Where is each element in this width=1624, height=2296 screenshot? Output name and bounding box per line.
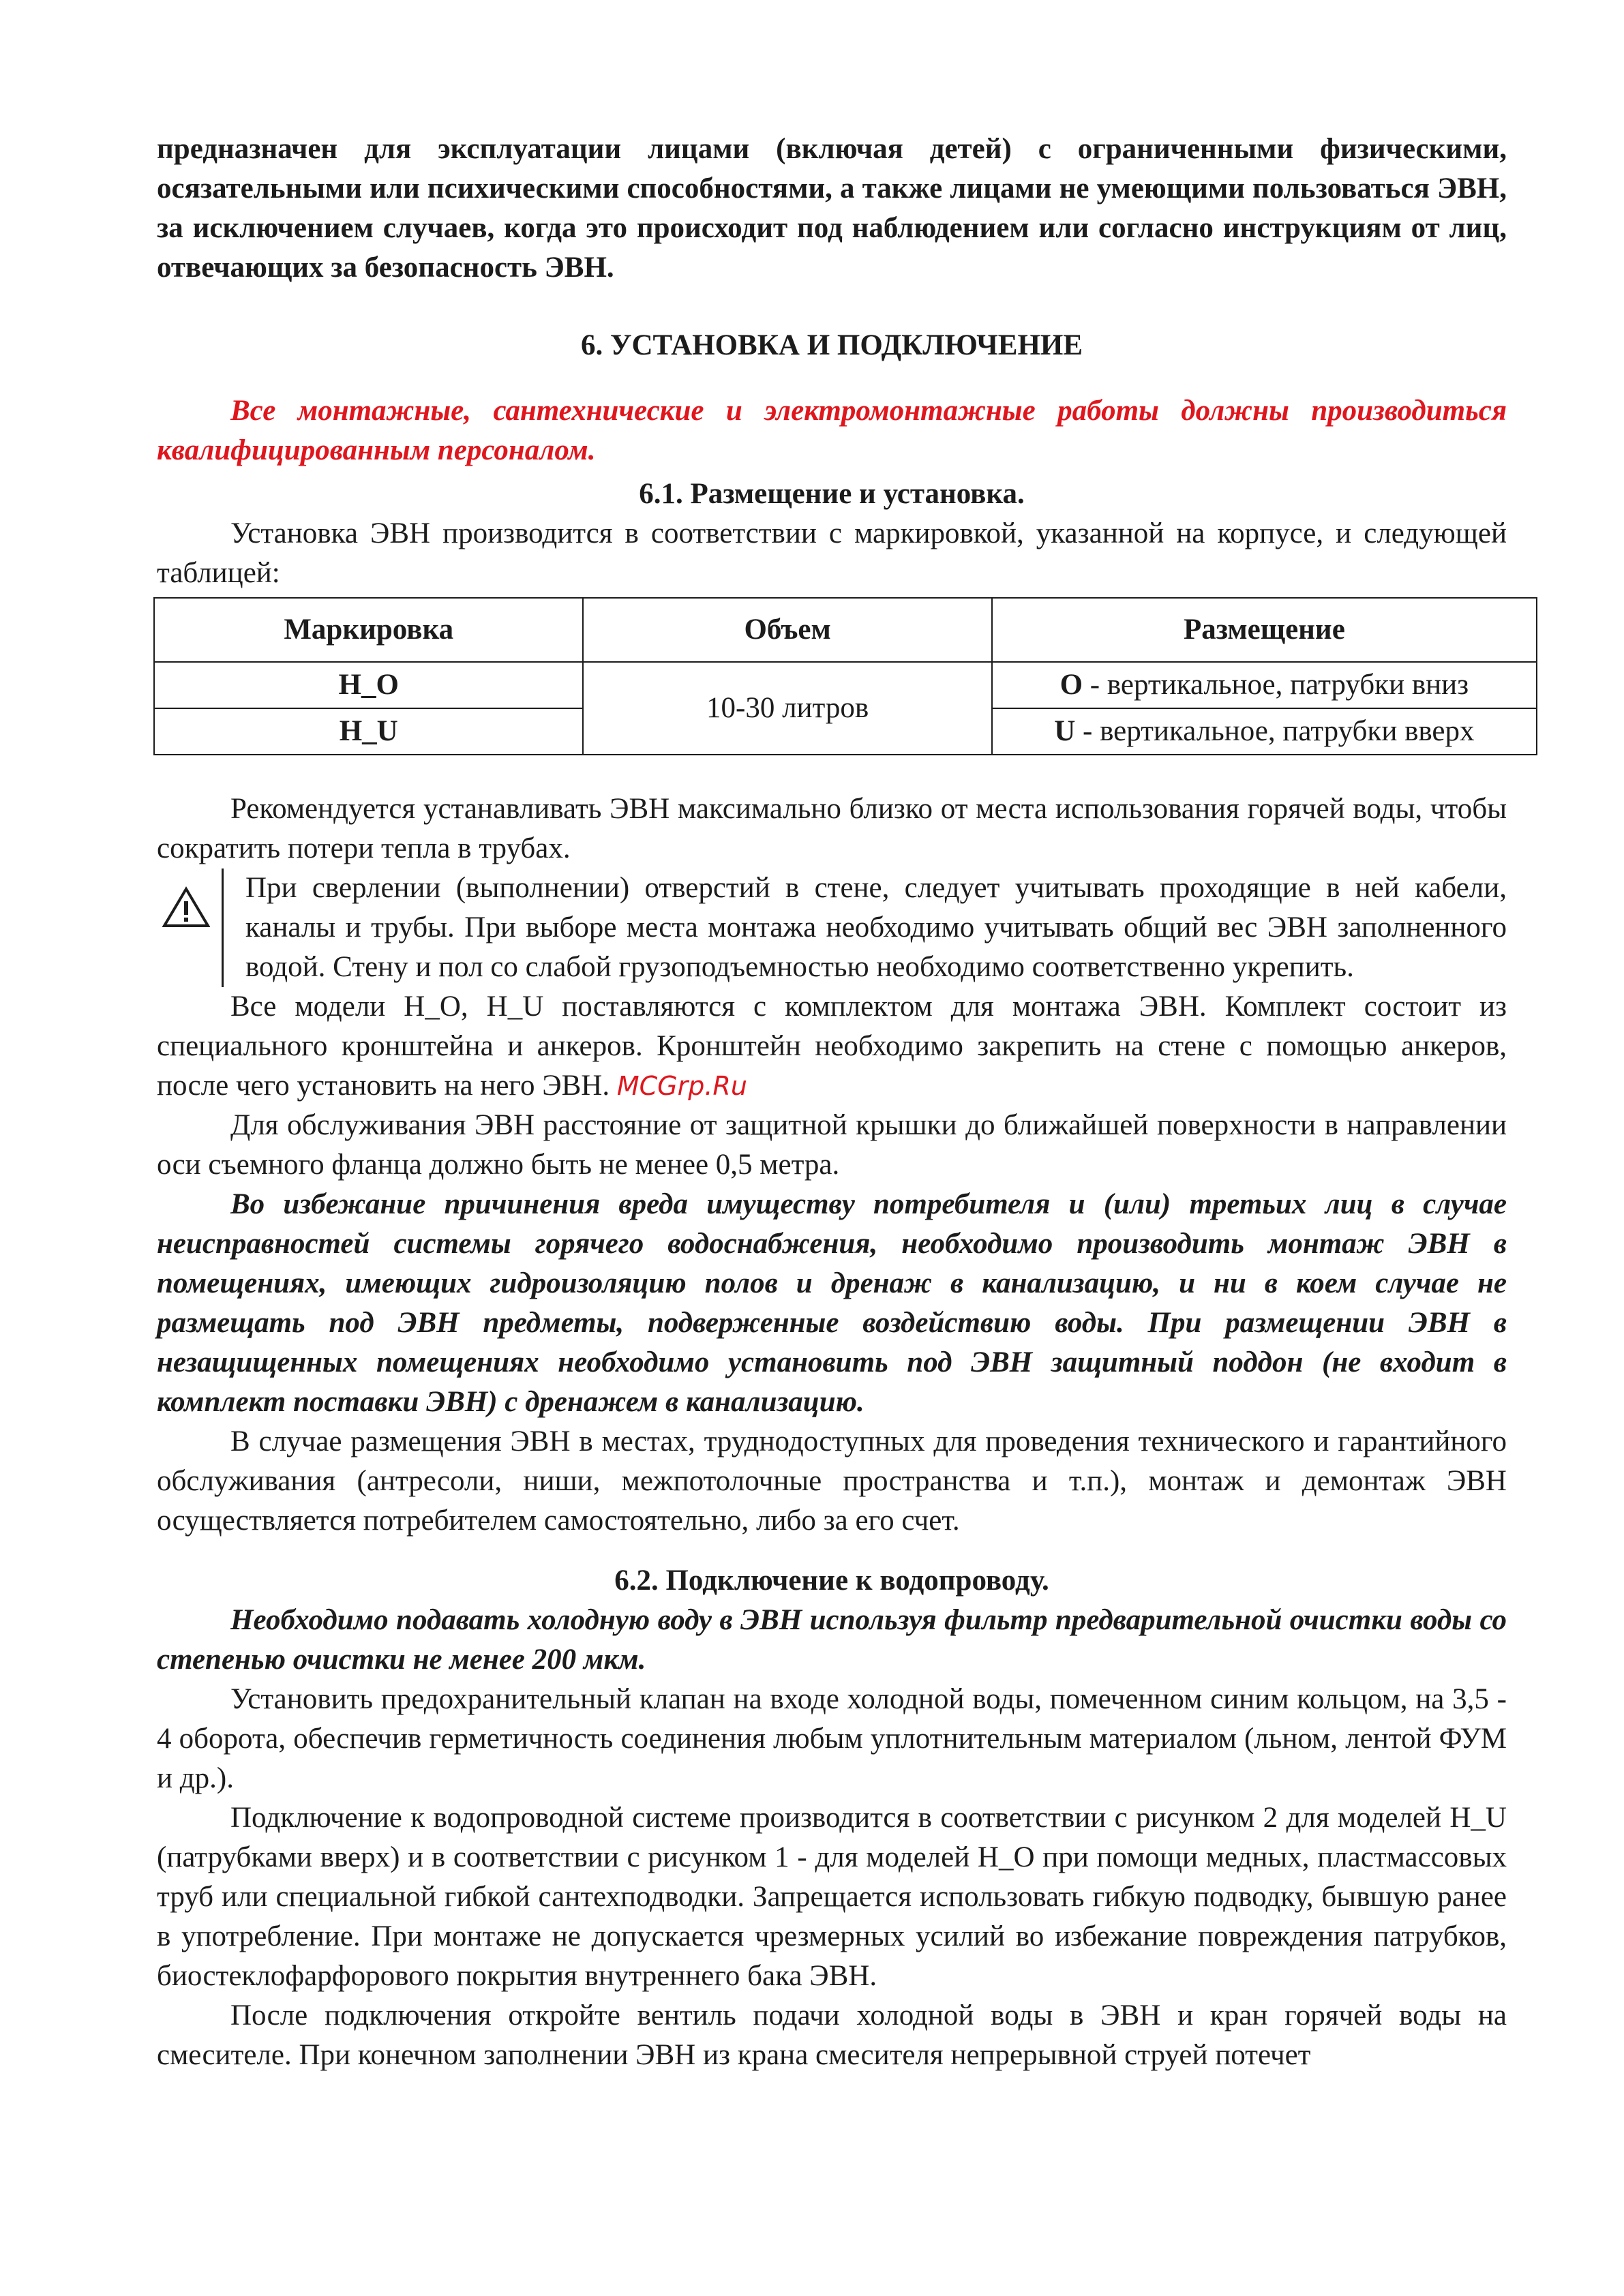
table-cell-placement: [992, 662, 1537, 708]
valve-paragraph: Установить предохранительный клапан на входе холодной воды, помеченном синим кольцом, на 3,5 - 4 оборота, обеспечив герметичность соединения любым уплотнительным материалом (льном, лентой ФУМ и др.).: [157, 1683, 1507, 1794]
service-paragraph: Для обслуживания ЭВН расстояние от защитной крышки до ближайшей поверхности в направлении оси съемного фланца должно быть не менее 0,5 метра.: [157, 1109, 1507, 1181]
placement-text: - вертикальное, патрубки вверх: [1075, 715, 1475, 747]
table-header: Маркировка: [154, 598, 583, 662]
table-cell-volume: 10-30 литров: [583, 662, 991, 755]
marking-table: [153, 597, 1537, 755]
warning-triangle-icon: [162, 886, 210, 928]
placement-key: О: [1059, 669, 1083, 701]
hard-access-paragraph: В случае размещения ЭВН в местах, труднодоступных для проведения технического и гарантийного обслуживания (антресоли, ниши, межпотолочные пространства и т.п.), монтаж и демонтаж ЭВН осуществляется потребителем самостоятельно, либо за его счет.: [157, 1425, 1507, 1537]
table-cell-marking: Н_О: [154, 662, 583, 708]
warning-paragraph: При сверлении (выполнении) отверстий в стене, следует учитывать проходящие в ней кабели, каналы и трубы. При выборе места монтажа необходимо учитывать общий вес ЭВН заполненного водой. Стену и пол со слабой грузоподъемностью необходимо соответственно укрепить.: [245, 872, 1507, 983]
watermark: MCGrp.Ru: [616, 1071, 747, 1101]
placement-text: - вертикальное, патрубки вниз: [1083, 669, 1469, 701]
table-row: [154, 662, 1537, 708]
recommend-paragraph: Рекомендуется устанавливать ЭВН максимально близко от места использования горячей воды, чтобы сократить потери тепла в трубах.: [157, 793, 1507, 864]
intro-paragraph: предназначен для эксплуатации лицами (включая детей) с ограниченными физическими, осязательными или психическими способностями, а также лицами не умеющими пользоваться ЭВН, за исключением случаев, когда это происходит под наблюдением или согласно инструкциям от лиц, отвечающих за безопасность ЭВН.: [157, 133, 1507, 284]
warning-block: [157, 868, 1507, 987]
connect-paragraph: Подключение к водопроводной системе производится в соответствии с рисунком 2 для моделей Н_U (патрубками вверх) и в соответствии с рисунком 1 - для моделей Н_О при помощи медных, пластмассовых труб или специальной гибкой сантехподводки. Запрещается использовать гибкую подводку, бывшую ранее в употребление. При монтаже не допускается чрезмерных усилий во избежание повреждения патрубков, биостеклофарфорового покрытия внутреннего бака ЭВН.: [157, 1802, 1507, 1992]
section-6-1-heading: 6.1. Размещение и установка.: [639, 478, 1025, 510]
table-header-row: [154, 598, 1537, 662]
table-header: Размещение: [992, 598, 1537, 662]
warning-divider: [222, 868, 224, 987]
table-intro-paragraph: Установка ЭВН производится в соответствии с маркировкой, указанной на корпусе, и следующей таблицей:: [157, 517, 1507, 589]
models-text: Все модели Н_О, Н_U поставляются с комплектом для монтажа ЭВН. Комплект состоит из специального кронштейна и анкеров. Кронштейн необходимо закрепить на стене с помощью анкеров, после чего установить на него ЭВН.: [157, 991, 1507, 1102]
table-header: Объем: [583, 598, 991, 662]
placement-key: U: [1054, 715, 1076, 747]
table-cell-placement: [992, 708, 1537, 755]
section-6-2-heading: 6.2. Подключение к водопроводу.: [614, 1565, 1049, 1597]
filter-paragraph: Необходимо подавать холодную воду в ЭВН используя фильтр предварительной очистки воды со степенью очистки не менее 200 мкм.: [157, 1604, 1507, 1676]
after-connect-paragraph: После подключения откройте вентиль подачи холодной воды в ЭВН и кран горячей воды на смесителе. При конечном заполнении ЭВН из крана смесителя непрерывной струей потечет: [157, 1999, 1507, 2071]
models-paragraph: [157, 987, 1507, 1106]
damage-warning-paragraph: Во избежание причинения вреда имуществу потребителя и (или) третьих лиц в случае неисправностей системы горячего водоснабжения, необходимо производить монтаж ЭВН в помещениях, имеющих гидроизоляцию полов и дренаж в канализацию, и ни в коем случае не размещать под ЭВН предметы, подверженные воздействию воды. При размещении ЭВН в незащищенных помещениях необходимо установить под ЭВН защитный поддон (не входит в комплект поставки ЭВН) с дренажем в канализацию.: [157, 1188, 1507, 1418]
qualified-staff-note: Все монтажные, сантехнические и электромонтажные работы должны производиться квалифицированным персоналом.: [157, 395, 1507, 466]
table-cell-marking: Н_U: [154, 708, 583, 755]
warning-icon-column: [157, 868, 225, 987]
section-6-heading: 6. УСТАНОВКА И ПОДКЛЮЧЕНИЕ: [580, 329, 1083, 361]
document-page: [157, 130, 1507, 2075]
